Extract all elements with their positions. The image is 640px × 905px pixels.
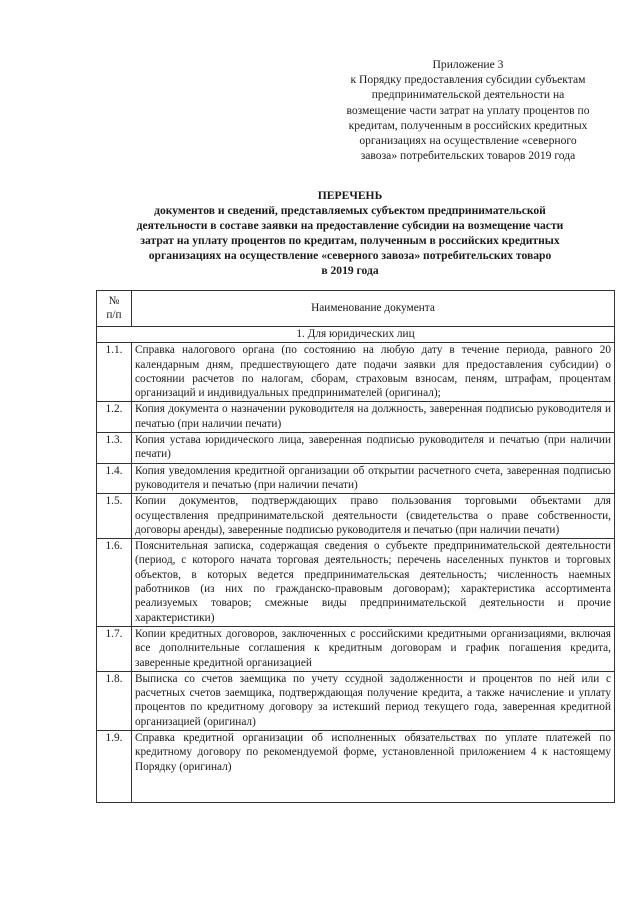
row-number: 1.3. <box>97 433 132 464</box>
table-row <box>97 731 615 803</box>
header-num-line1: № <box>108 295 120 307</box>
header-num <box>97 291 132 327</box>
appendix-line: предпринимательской деятельности на <box>371 88 565 102</box>
title-line: затрат на уплату процентов по кредитам, полученным в российских кредитных <box>140 234 560 248</box>
row-text: Пояснительная записка, содержащая сведения о субъекте предпринимательской деятельности (период, с которого начата торговая деятельность; перечень населенных пунктов и торговых объектов, в которых ведется предпринимательская деятельность; численность наемных работников (из них по гражданско-правовым договорам); характеристика ассортимента реализуемых товаров; смежные виды предпринимательской деятельности и прочие характеристики) <box>132 539 615 627</box>
row-text: Копия устава юридического лица, заверенная подписью руководителя и печатью (при наличии печати) <box>132 433 615 464</box>
table-row <box>97 494 615 539</box>
row-text: Справка кредитной организации об исполненных обязательствах по уплате платежей по кредитному договору по рекомендуемой форме, установленной приложением 4 к настоящему Порядку (оригинал) <box>132 731 615 803</box>
row-number: 1.8. <box>97 671 132 730</box>
title-line: деятельности в составе заявки на предоставление субсидии на возмещение части <box>136 219 564 233</box>
title-line: в 2019 года <box>321 264 379 278</box>
title-line: документов и сведений, представляемых субъектом предпринимательской <box>154 204 546 218</box>
appendix-line: возмещение части затрат на уплату процентов по <box>346 103 590 117</box>
appendix-line: Приложение 3 <box>432 58 504 71</box>
row-text: Копии кредитных договоров, заключенных с российскими кредитными организациями, включая все дополнительные соглашения к кредитным договорам и график погашения кредита, заверенные кредитной организацией <box>132 626 615 671</box>
table-row <box>97 626 615 671</box>
row-number: 1.4. <box>97 463 132 494</box>
row-text: Выписка со счетов заемщика по учету ссудной задолженности и процентов по ней или с расчетных счетов заемщика, подтверждающая получение кредита, а также начисление и уплату процентов по кредитному договору за истекший период текущего года, заверенная кредитной организацией (оригинал) <box>132 671 615 730</box>
table-header-row <box>97 291 615 327</box>
row-number: 1.1. <box>97 343 132 402</box>
appendix-line: к Порядку предоставления субсидии субъектам <box>350 73 586 87</box>
row-number: 1.7. <box>97 626 132 671</box>
table-row <box>97 539 615 627</box>
row-number: 1.5. <box>97 494 132 539</box>
section-row <box>97 327 615 343</box>
appendix-header <box>318 57 618 163</box>
table-row <box>97 463 615 494</box>
row-text: Копии документов, подтверждающих право пользования торговыми объектами для осуществления предпринимательской деятельности (свидетельства о праве собственности, договоры аренды), заверенные подписью руководителя и печатью (при наличии печати) <box>132 494 615 539</box>
title-heading: ПЕРЕЧЕНЬ <box>317 189 383 202</box>
appendix-line: организациях на осуществление «северного <box>359 134 577 148</box>
section-title: 1. Для юридических лиц <box>97 327 615 343</box>
document-title <box>100 188 600 279</box>
appendix-line: завоза» потребительских товаров 2019 года <box>360 149 576 163</box>
table-row <box>97 433 615 464</box>
row-text: Копия уведомления кредитной организации об открытии расчетного счета, заверенная подписью руководителя и печатью (при наличии печати) <box>132 463 615 494</box>
row-number: 1.2. <box>97 402 132 433</box>
title-line: организациях на осуществление «северного завоза» потребительских товаро <box>148 249 552 263</box>
row-number: 1.6. <box>97 539 132 627</box>
header-name: Наименование документа <box>132 291 615 327</box>
table-row <box>97 343 615 402</box>
table-row <box>97 402 615 433</box>
row-text: Справка налогового органа (по состоянию на любую дату в течение периода, равного 20 календарным дням, предшествующего дате подачи заявки для предоставления субсидии) о состоянии расчетов по налогам, сборам, страховым взносам, пеням, штрафам, процентам организаций и индивидуальных предпринимателей (оригинал); <box>132 343 615 402</box>
row-text: Копия документа о назначении руководителя на должность, заверенная подписью руководителя и печатью (при наличии печати) <box>132 402 615 433</box>
table-row <box>97 671 615 730</box>
documents-table <box>96 290 615 803</box>
row-number: 1.9. <box>97 731 132 803</box>
appendix-line: кредитам, полученным в российских кредитных <box>348 118 588 132</box>
header-num-line2: п/п <box>106 309 122 321</box>
